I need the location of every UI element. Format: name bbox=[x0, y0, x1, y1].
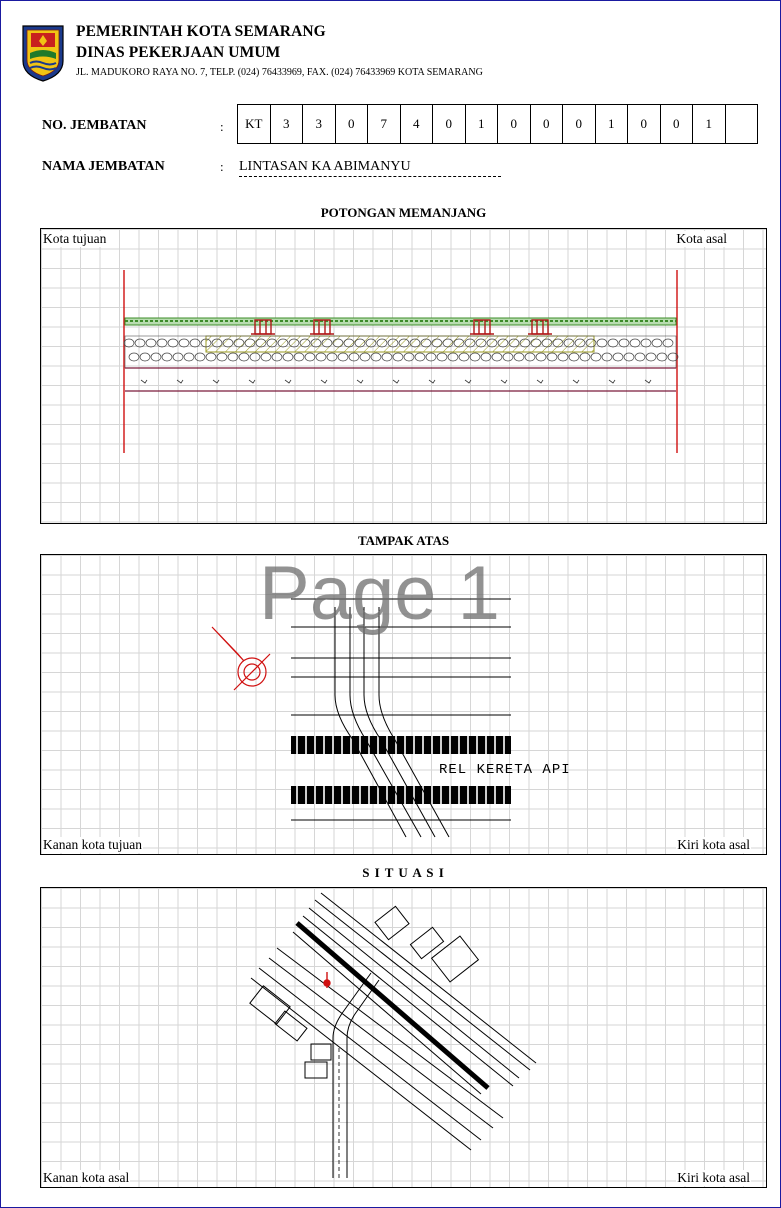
top-view-left-caption: Kanan kota tujuan bbox=[43, 837, 142, 852]
bridge-no-cell: 7 bbox=[368, 105, 401, 144]
long-section-right-caption: Kota asal bbox=[676, 231, 727, 246]
situation-left-caption: Kanan kota asal bbox=[43, 1170, 130, 1185]
bridge-no-cell: 1 bbox=[595, 105, 628, 144]
situation-title: S I T U A S I bbox=[362, 865, 445, 880]
bridge-no-cell: 0 bbox=[335, 105, 368, 144]
bridge-no-cell: 4 bbox=[400, 105, 433, 144]
bridge-no-cell: 0 bbox=[628, 105, 661, 144]
city-emblem-logo bbox=[20, 23, 66, 83]
situation-drawing bbox=[41, 888, 766, 1187]
situation-right-caption: Kiri kota asal bbox=[677, 1170, 750, 1185]
bridge-no-cell: 1 bbox=[465, 105, 498, 144]
bridge-name-colon: : bbox=[220, 159, 224, 174]
bridge-no-cell: 0 bbox=[563, 105, 596, 144]
bridge-no-boxes bbox=[237, 104, 758, 144]
long-section-drawing bbox=[41, 229, 766, 523]
header-dept-name: DINAS PEKERJAAN UMUM bbox=[76, 44, 281, 61]
page-watermark: Page 1 bbox=[259, 551, 500, 636]
top-view-right-caption: Kiri kota asal bbox=[677, 837, 750, 852]
rail-label: REL KERETA API bbox=[439, 762, 571, 778]
bridge-no-cell: 0 bbox=[498, 105, 531, 144]
bridge-name-value: LINTASAN KA ABIMANYU bbox=[239, 158, 501, 177]
bridge-no-cell: 3 bbox=[270, 105, 303, 144]
header-address: JL. MADUKORO RAYA NO. 7, TELP. (024) 76433969, FAX. (024) 76433969 KOTA SEMARANG bbox=[76, 67, 483, 78]
top-view-panel bbox=[40, 551, 767, 855]
bridge-no-cell bbox=[725, 105, 758, 144]
bridge-name-label: NAMA JEMBATAN bbox=[42, 159, 165, 174]
long-section-title: POTONGAN MEMANJANG bbox=[320, 205, 487, 220]
long-section-panel bbox=[40, 228, 767, 524]
long-section-left-caption: Kota tujuan bbox=[43, 231, 107, 246]
top-view-title: TAMPAK ATAS bbox=[357, 533, 450, 548]
bridge-no-label: NO. JEMBATAN bbox=[42, 118, 147, 133]
bridge-no-cell: 1 bbox=[693, 105, 726, 144]
bridge-no-cell: 0 bbox=[660, 105, 693, 144]
header-gov-name: PEMERINTAH KOTA SEMARANG bbox=[76, 23, 326, 40]
emblem-icon bbox=[20, 23, 66, 83]
bridge-no-cell: 0 bbox=[530, 105, 563, 144]
bridge-no-cell: 0 bbox=[433, 105, 466, 144]
bridge-no-colon: : bbox=[220, 119, 224, 134]
bridge-no-cell: 3 bbox=[303, 105, 336, 144]
bridge-no-cell: KT bbox=[238, 105, 271, 144]
situation-panel bbox=[40, 887, 767, 1188]
